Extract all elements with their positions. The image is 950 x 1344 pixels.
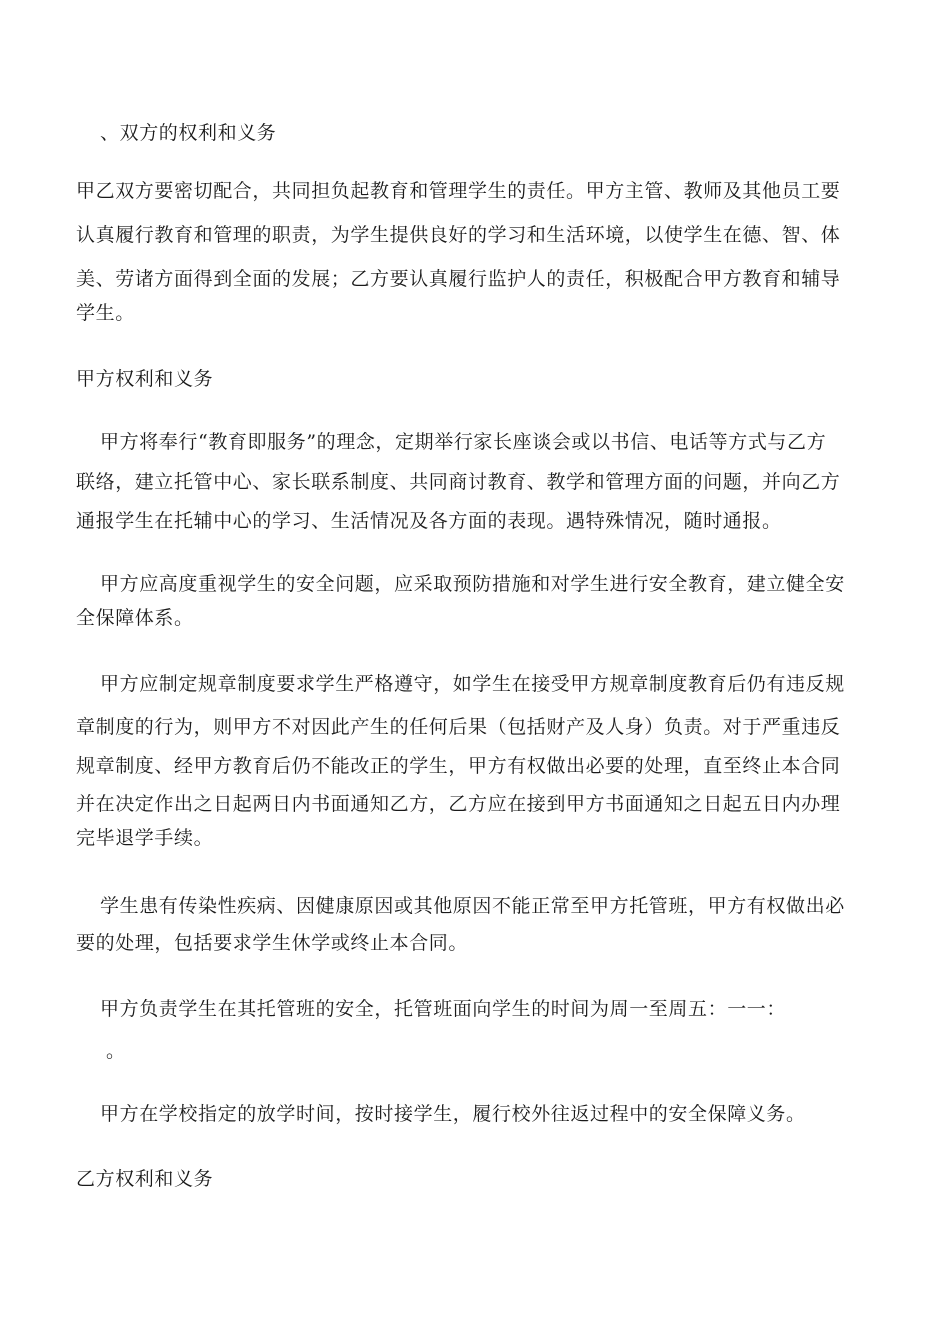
paragraph-3-line-4: 并在决定作出之日起两日内书面通知乙方，乙方应在接到甲方书面通知之日起五日内办理 — [76, 793, 841, 815]
intro-line-4: 学生。 — [76, 302, 135, 324]
paragraph-6-line-1: 甲方在学校指定的放学时间，按时接学生，履行校外往返过程中的安全保障义务。 — [100, 1103, 806, 1125]
paragraph-5-line-2: 。 — [106, 1040, 126, 1062]
paragraph-2-line-2: 全保障体系。 — [76, 607, 194, 629]
party-b-heading: 乙方权利和义务 — [76, 1168, 214, 1190]
paragraph-1-line-2: 联络，建立托管中心、家长联系制度、共同商讨教育、教学和管理方面的问题，并向乙方 — [76, 471, 841, 493]
intro-line-2: 认真履行教育和管理的职责，为学生提供良好的学习和生活环境，以使学生在德、智、体 — [76, 224, 841, 246]
section-heading: 、双方的权利和义务 — [100, 122, 277, 144]
paragraph-2-line-1: 甲方应高度重视学生的安全问题，应采取预防措施和对学生进行安全教育，建立健全安 — [100, 573, 845, 595]
paragraph-3-line-1: 甲方应制定规章制度要求学生严格遵守，如学生在接受甲方规章制度教育后仍有违反规 — [100, 673, 845, 695]
paragraph-3-line-3: 规章制度、经甲方教育后仍不能改正的学生，甲方有权做出必要的处理，直至终止本合同 — [76, 755, 841, 777]
paragraph-4-line-1: 学生患有传染性疾病、因健康原因或其他原因不能正常至甲方托管班，甲方有权做出必 — [100, 895, 845, 917]
intro-line-3: 美、劳诸方面得到全面的发展；乙方要认真履行监护人的责任，积极配合甲方教育和辅导 — [76, 268, 841, 290]
paragraph-3-line-5: 完毕退学手续。 — [76, 827, 214, 849]
party-a-heading: 甲方权利和义务 — [76, 368, 214, 390]
paragraph-1-line-1: 甲方将奉行“教育即服务”的理念，定期举行家长座谈会或以书信、电话等方式与乙方 — [100, 431, 827, 453]
paragraph-3-line-2: 章制度的行为，则甲方不对因此产生的任何后果（包括财产及人身）负责。对于严重违反 — [76, 716, 841, 738]
intro-line-1: 甲乙双方要密切配合，共同担负起教育和管理学生的责任。甲方主管、教师及其他员工要 — [76, 180, 841, 202]
paragraph-4-line-2: 要的处理，包括要求学生休学或终止本合同。 — [76, 932, 469, 954]
paragraph-1-line-3: 通报学生在托辅中心的学习、生活情况及各方面的表现。遇特殊情况，随时通报。 — [76, 510, 782, 532]
paragraph-5-line-1: 甲方负责学生在其托管班的安全，托管班面向学生的时间为周一至周五：一一： — [100, 998, 787, 1020]
